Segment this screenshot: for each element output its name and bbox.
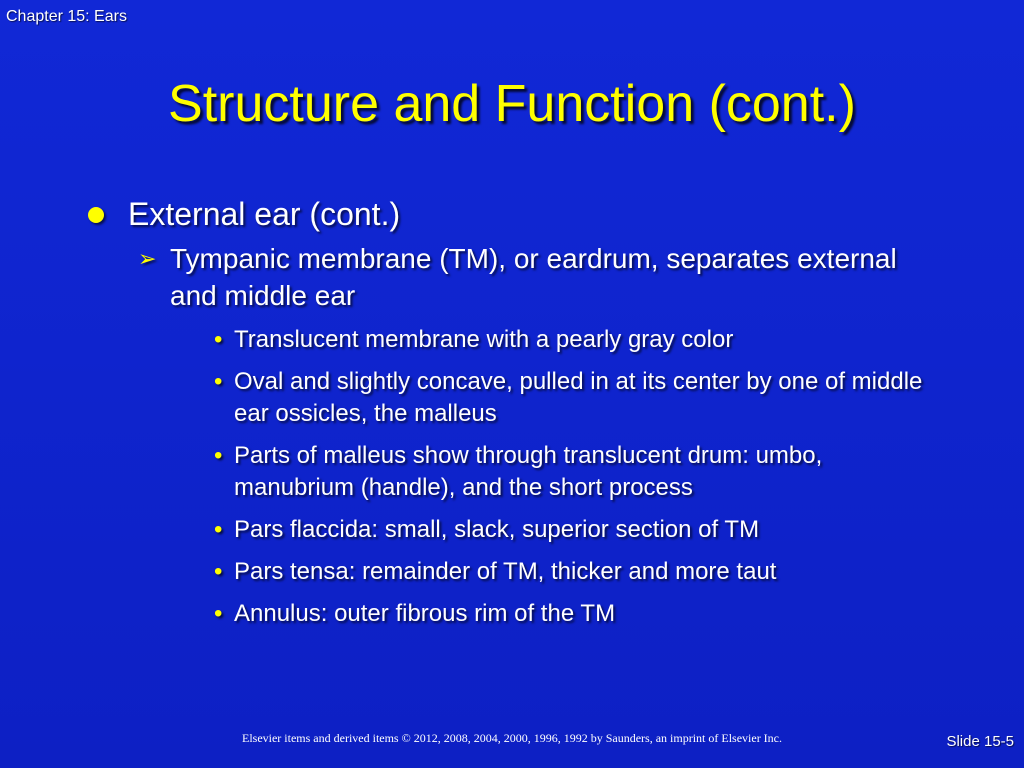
slide-title: Structure and Function (cont.) [168, 75, 856, 133]
sub-bullet-text: Pars flaccida: small, slack, superior section of TM [234, 516, 760, 543]
sub-bullet-text: Annulus: outer fibrous rim of the TM [234, 600, 616, 627]
dot-icon: • [214, 326, 223, 353]
slide-content [84, 194, 944, 640]
dot-icon: • [214, 558, 223, 585]
slide-number: Slide 15-5 [946, 733, 1014, 750]
bullet-level-1-text: External ear (cont.) [128, 196, 401, 232]
sub-bullet [214, 366, 934, 430]
sub-bullet [214, 324, 934, 356]
sub-bullet-text: Oval and slightly concave, pulled in at its center by one of middle ear ossicles, the malleus [234, 368, 923, 427]
copyright-footer: Elsevier items and derived items © 2012, 2008, 2004, 2000, 1996, 1992 by Saunders, an imprint of Elsevier Inc. [241, 731, 783, 745]
filled-circle-icon [88, 207, 104, 223]
chapter-label: Chapter 15: Ears [6, 8, 127, 25]
dot-icon: • [214, 600, 223, 627]
dot-icon: • [214, 516, 223, 543]
dot-icon: • [214, 368, 223, 395]
bullet-level-2 [128, 240, 910, 314]
bullet-level-1 [84, 194, 944, 234]
sub-bullet-text: Parts of malleus show through translucent drum: umbo, manubrium (handle), and the short process [234, 442, 823, 501]
sub-bullet [214, 598, 934, 630]
sub-bullet [214, 556, 934, 588]
sub-bullet [214, 440, 934, 504]
arrowhead-icon: ➢ [138, 246, 157, 271]
sub-bullet [214, 514, 934, 546]
sub-bullet-text: Translucent membrane with a pearly gray color [234, 326, 734, 353]
bullet-level-2-text: Tympanic membrane (TM), or eardrum, separates external and middle ear [170, 243, 897, 311]
dot-icon: • [214, 442, 223, 469]
sub-bullet-text: Pars tensa: remainder of TM, thicker and more taut [234, 558, 777, 585]
